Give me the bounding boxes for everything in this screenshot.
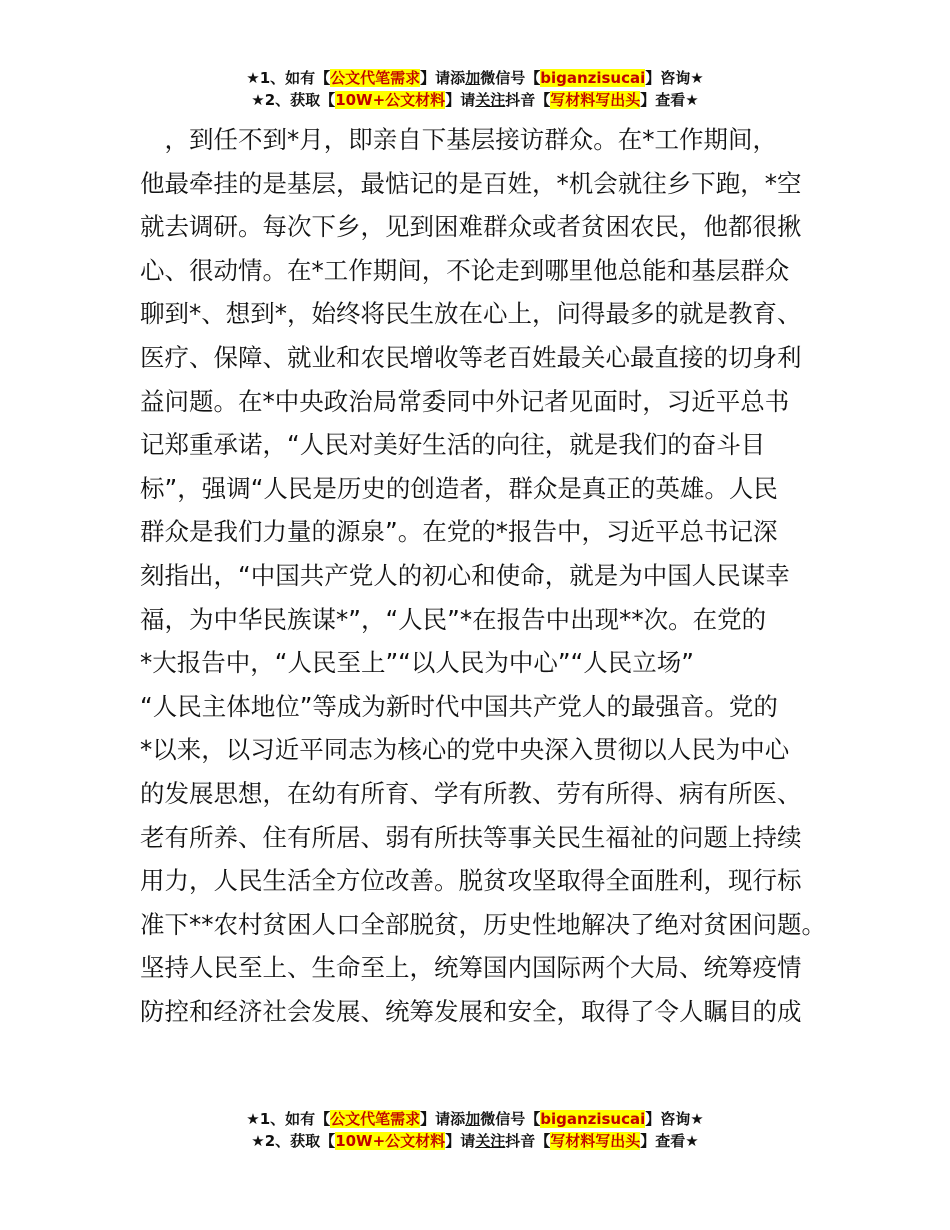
header-line-2-suffix: 】查看★	[640, 91, 699, 109]
header-line-1-mid: 】请添	[420, 69, 466, 87]
body-line: 群众是我们力量的源泉”。在党的*报告中，习近平总书记深	[140, 517, 778, 547]
header-highlight-materials: 10W+公文材料	[335, 91, 446, 109]
footer-line-2-suffix: 】查看★	[640, 1132, 699, 1150]
footer-highlight-wechat-id: biganzisucai	[540, 1110, 646, 1128]
header-line-2-mid: 】请	[445, 91, 476, 109]
body-line: 刻指出，“中国共产党人的初心和使命，就是为中国人民谋幸	[140, 560, 790, 590]
footer-line-2-mid2: 抖音【	[505, 1132, 551, 1150]
body-line: 用力，人民生活全方位改善。脱贫攻坚取得全面胜利，现行标	[140, 866, 802, 896]
footer-line-2	[0, 1130, 950, 1152]
footer-line-2-prefix: ★2、获取【	[251, 1132, 336, 1150]
header-line-1-suffix: 】咨询★	[645, 69, 704, 87]
footer-line-1-suffix: 】咨询★	[645, 1110, 704, 1128]
header-underline-follow: 关注	[475, 91, 506, 109]
body-line: 准下**农村贫困人口全部脱贫，历史性地解决了绝对贫困问题。	[140, 909, 826, 939]
header-line-2	[0, 89, 950, 111]
body-line: 益问题。在*中央政治局常委同中外记者见面时，习近平总书	[140, 386, 790, 416]
document-body	[140, 118, 830, 1033]
body-line: 福，为中华民族谋*”，“人民”*在报告中出现**次。在党的	[140, 604, 767, 634]
header-highlight-wechat-id: biganzisucai	[540, 69, 646, 87]
footer-banner	[0, 1108, 950, 1152]
header-line-1-prefix: ★1、如有【	[246, 69, 331, 87]
header-line-2-prefix: ★2、获取【	[251, 91, 336, 109]
footer-underline-follow: 关注	[475, 1132, 506, 1150]
footer-line-1-prefix: ★1、如有【	[246, 1110, 331, 1128]
footer-underline-add: 加	[465, 1110, 481, 1128]
body-line: 老有所养、住有所居、弱有所扶等事关民生福祉的问题上持续	[140, 822, 802, 852]
body-line: *大报告中，“人民至上”“以人民为中心”“人民立场”	[140, 648, 694, 678]
footer-highlight-service: 公文代笔需求	[330, 1110, 421, 1128]
header-underline-add: 加	[465, 69, 481, 87]
body-line: ，到任不到*月，即亲自下基层接访群众。在*工作期间，	[140, 125, 777, 154]
body-line: 他最牵挂的是基层，最惦记的是百姓，*机会就往乡下跑，*空	[140, 168, 802, 198]
header-line-1-mid2: 微信号【	[480, 69, 541, 87]
body-line: 坚持人民至上、生命至上，统筹国内国际两个大局、统筹疫情	[140, 953, 802, 983]
header-highlight-douyin: 写材料写出头	[550, 91, 641, 109]
body-line: 心、很动情。在*工作期间，不论走到哪里他总能和基层群众	[140, 255, 790, 285]
footer-line-1-mid: 】请添	[420, 1110, 466, 1128]
footer-line-1	[0, 1108, 950, 1130]
body-line: 聊到*、想到*，始终将民生放在心上，问得最多的就是教育、	[140, 299, 802, 329]
footer-line-2-mid: 】请	[445, 1132, 476, 1150]
body-line: 的发展思想，在幼有所育、学有所教、劳有所得、病有所医、	[140, 778, 802, 808]
header-line-1	[0, 67, 950, 89]
header-banner	[0, 67, 950, 111]
body-line: *以来，以习近平同志为核心的党中央深入贯彻以人民为中心	[140, 735, 790, 765]
header-highlight-service: 公文代笔需求	[330, 69, 421, 87]
footer-line-1-mid2: 微信号【	[480, 1110, 541, 1128]
body-line: 就去调研。每次下乡，见到困难群众或者贫困农民，他都很揪	[140, 212, 802, 242]
footer-highlight-douyin: 写材料写出头	[550, 1132, 641, 1150]
body-line: 标”，强调“人民是历史的创造者，群众是真正的英雄。人民	[140, 473, 778, 503]
footer-highlight-materials: 10W+公文材料	[335, 1132, 446, 1150]
header-line-2-mid2: 抖音【	[505, 91, 551, 109]
body-line: 记郑重承诺，“人民对美好生活的向往，就是我们的奋斗目	[140, 430, 766, 460]
body-line: “人民主体地位”等成为新时代中国共产党人的最强音。党的	[140, 691, 778, 721]
body-line: 医疗、保障、就业和农民增收等老百姓最关心最直接的切身利	[140, 342, 802, 372]
body-line: 防控和经济社会发展、统筹发展和安全，取得了令人瞩目的成	[140, 996, 802, 1026]
